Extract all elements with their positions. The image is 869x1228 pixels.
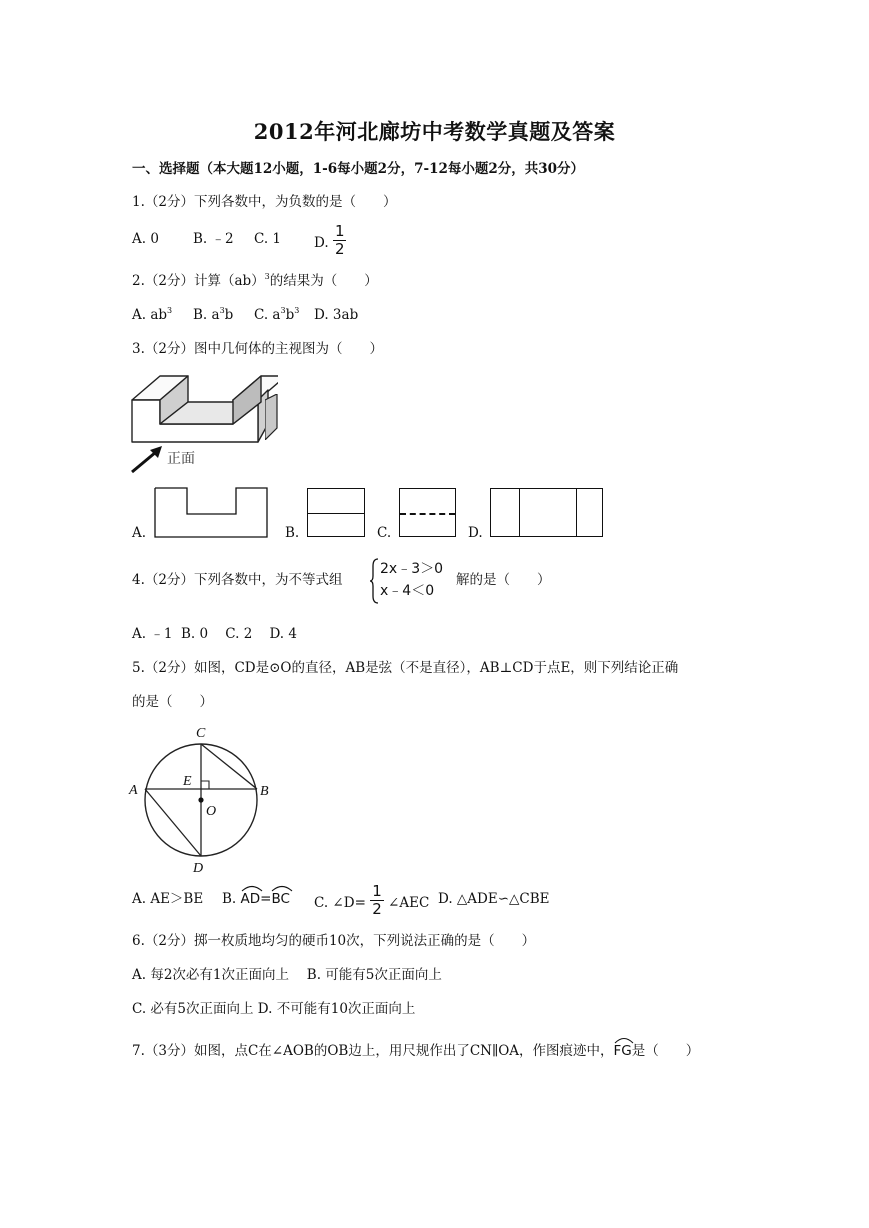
q1-option-a: A. 0	[132, 231, 159, 247]
q5-circle-figure	[126, 720, 276, 876]
q4-ineq-1: 2x﹣3＞0	[380, 561, 444, 577]
q2-stem	[132, 272, 378, 290]
q5-c-post: ∠AEC	[388, 895, 430, 911]
page-title: 2012年河北廊坊中考数学真题及答案	[253, 119, 616, 144]
q3-d-right-line	[576, 489, 577, 536]
q3-d-left-line	[519, 489, 520, 536]
q3-option-d-figure	[490, 488, 603, 537]
q2-c-sup2: 3	[294, 306, 300, 315]
arc-mark-icon	[271, 884, 293, 892]
q5-option-c	[314, 882, 430, 918]
q5-b-arc-bc	[271, 890, 289, 908]
q5-b-arc-ad	[241, 890, 261, 908]
front-arrow	[132, 452, 156, 472]
front-label: 正面	[167, 451, 195, 467]
q2-stem-post: 的结果为（ ）	[269, 273, 378, 289]
q7-arc-fg	[614, 1042, 632, 1060]
solid-right-face-extra	[265, 394, 279, 440]
segment-ad	[145, 789, 201, 856]
q2-option-d: D. 3ab	[314, 307, 359, 323]
q6-stem: 6.（2分）掷一枚质地均匀的硬币10次，下列说法正确的是（ ）	[132, 933, 536, 949]
q1-option-d-label: D.	[314, 235, 329, 251]
q3-option-c-label: C.	[377, 525, 392, 541]
q1-option-d	[314, 222, 346, 258]
label-a: A	[129, 783, 138, 798]
q5-c-fraction	[370, 884, 384, 917]
section-heading: 一、选择题（本大题12小题，1-6每小题2分，7-12每小题2分，共30分）	[132, 161, 585, 177]
q1-frac-num: 1	[334, 222, 345, 240]
q3-option-d-label: D.	[468, 525, 483, 541]
q5-b-eq: =	[260, 891, 272, 907]
q5-stem-line1: 5.（2分）如图，CD是⊙O的直径，AB是弦（不是直径），AB⊥CD于点E，则下列结论正确	[132, 660, 679, 676]
q3-option-c-figure	[399, 488, 456, 537]
label-o: O	[206, 804, 217, 819]
q4-options: A. ﹣1 B. 0 C. 2 D. 4	[132, 626, 297, 642]
q2-option-b	[193, 306, 233, 324]
q3-option-b-label: B.	[285, 525, 300, 541]
q4-ineq-2: x﹣4＜0	[380, 583, 435, 599]
q7-stem	[132, 1042, 699, 1060]
q5-stem-line2: 的是（ ）	[132, 694, 213, 710]
q2-option-a	[132, 306, 172, 324]
q2-b-post: b	[224, 307, 234, 323]
q3-option-a-label: A.	[132, 525, 147, 541]
label-b: B	[260, 784, 269, 799]
q7-arc-fg-text: FG	[613, 1043, 632, 1059]
center-point	[198, 797, 203, 802]
q2-c-sup1: 3	[280, 306, 286, 315]
arc-mark-icon	[614, 1036, 634, 1044]
q1-option-b: B. ﹣2	[193, 231, 234, 247]
q2-option-c	[254, 306, 299, 324]
q5-c-frac-num: 1	[372, 882, 382, 900]
q3-b-midline	[308, 513, 364, 514]
q2-b-text: B. a	[193, 307, 220, 323]
q2-c-text: C. a	[254, 307, 281, 323]
q1-option-c: C. 1	[254, 231, 282, 247]
q1-frac-den: 2	[334, 240, 345, 258]
q4-stem-pre: 4.（2分）下列各数中，为不等式组	[132, 572, 343, 588]
q5-c-pre: C. ∠D=	[314, 895, 366, 911]
q2-a-sup: 3	[167, 306, 173, 315]
q5-b-arc-bc-text: BC	[271, 891, 290, 907]
label-e: E	[183, 774, 192, 789]
q4-stem-post: 解的是（ ）	[456, 572, 551, 588]
q3-option-b-figure	[307, 488, 365, 537]
q7-stem-post: 是（ ）	[631, 1043, 700, 1059]
q5-option-b	[222, 890, 290, 908]
q3-stem: 3.（2分）图中几何体的主视图为（ ）	[132, 341, 383, 357]
q6-options-cd: C. 必有5次正面向上 D. 不可能有10次正面向上	[132, 1001, 416, 1017]
label-d: D	[193, 861, 204, 876]
q4-inequality-system	[372, 558, 443, 602]
q5-b-label: B.	[222, 891, 237, 907]
q3-solid-figure	[128, 372, 278, 476]
q5-option-d: D. △ADE∽△CBE	[438, 891, 550, 907]
q3-option-a-figure	[154, 487, 268, 539]
q2-b-sup: 3	[219, 306, 225, 315]
q5-c-frac-den: 2	[372, 900, 382, 918]
q6-options-ab: A. 每2次必有1次正面向上 B. 可能有5次正面向上	[132, 967, 442, 983]
brace-icon	[370, 558, 380, 604]
q2-stem-pre: 2.（2分）计算（ab）	[132, 273, 265, 289]
q2-a-text: A. ab	[132, 307, 168, 323]
q7-stem-pre: 7.（3分）如图，点C在∠AOB的OB边上，用尺规作出了CN∥OA，作图痕迹中，	[132, 1043, 614, 1059]
q1-fraction	[333, 224, 347, 257]
q3-c-dashed-line	[400, 513, 455, 515]
q1-stem: 1.（2分）下列各数中，为负数的是（ ）	[132, 194, 397, 210]
q5-b-arc-ad-text: AD	[240, 891, 261, 907]
label-c: C	[196, 726, 206, 741]
right-angle-mark	[201, 781, 209, 789]
q5-option-a: A. AE＞BE	[132, 891, 204, 907]
q2-c-mid: b	[285, 307, 295, 323]
arc-mark-icon	[241, 884, 263, 892]
q2-stem-sup: 3	[264, 272, 270, 281]
